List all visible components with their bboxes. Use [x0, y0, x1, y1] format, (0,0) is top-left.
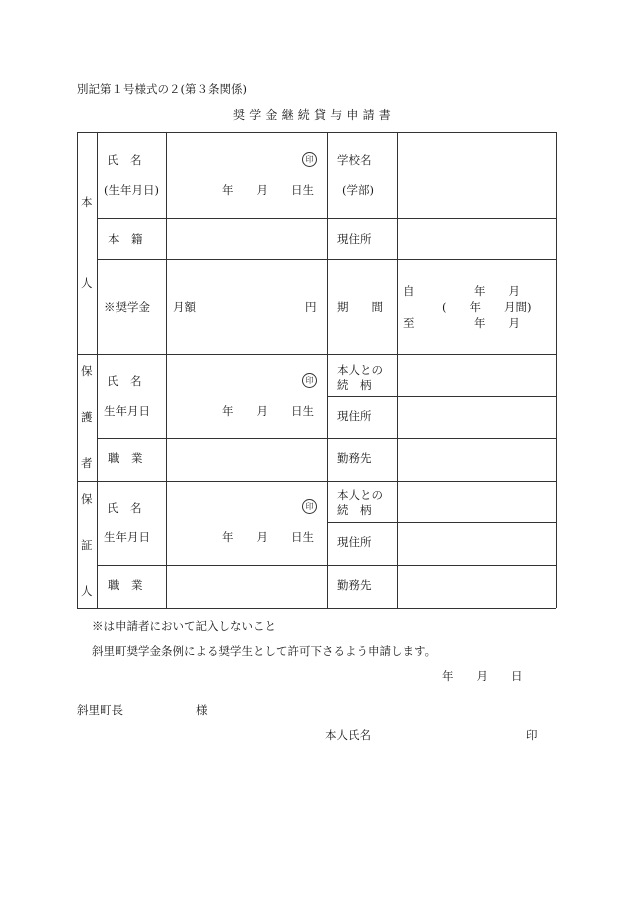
application-statement: 斜里町奨学金条例による奨学生として許可下さるよう申請します。 — [92, 644, 437, 658]
applicant-name-label: 氏 名 — [107, 153, 142, 167]
guardian-dob-value: 年 月 日生 — [222, 404, 314, 418]
form-title: 奨学金継続貸与申請書 — [233, 108, 396, 122]
guardian-workplace-label: 勤務先 — [337, 451, 372, 465]
addressee-honorific: 様 — [196, 703, 208, 717]
section-guardian-1: 保 — [81, 364, 93, 378]
guarantor-workplace-label: 勤務先 — [337, 578, 372, 592]
guardian-name-label: 氏 名 — [107, 374, 142, 388]
guardian-occupation-label: 職 業 — [108, 451, 143, 465]
applicant-signature-label: 本人氏名 — [325, 728, 371, 742]
guarantor-occupation-label: 職 業 — [108, 578, 143, 592]
form-note: ※は申請者において記入しないこと — [92, 619, 276, 633]
period-span: ( 年 月間) — [442, 300, 532, 314]
period-to-label: 至 — [403, 316, 415, 330]
section-guarantor-1: 保 — [81, 492, 93, 506]
yen-label: 円 — [305, 300, 317, 314]
section-applicant-bottom: 人 — [81, 276, 93, 290]
guarantor-seal-icon: 印 — [302, 499, 317, 514]
applicant-seal-label: 印 — [526, 728, 538, 742]
school-label: 学校名 — [337, 153, 372, 167]
addressee: 斜里町長 — [77, 703, 123, 717]
guardian-dob-label: 生年月日 — [104, 404, 150, 418]
guarantor-relation-line1: 本人との — [337, 488, 383, 502]
domicile-label: 本 籍 — [108, 232, 143, 246]
scholarship-label: ※奨学金 — [104, 300, 150, 314]
section-applicant-top: 本 — [81, 195, 93, 209]
form-reference: 別記第１号様式の２(第３条関係) — [77, 82, 247, 96]
guarantor-dob-value: 年 月 日生 — [222, 530, 314, 544]
period-label: 期 間 — [337, 300, 383, 314]
guarantor-relation-line2: 続 柄 — [337, 503, 372, 517]
period-from-label: 自 — [403, 284, 415, 298]
applicant-seal-icon: 印 — [302, 152, 317, 167]
applicant-dob-value: 年 月 日生 — [222, 183, 314, 197]
applicant-dob-label: (生年月日) — [104, 183, 159, 197]
period-from-ym: 年 月 — [474, 284, 520, 298]
section-guardian-3: 者 — [81, 456, 93, 470]
guarantor-dob-label: 生年月日 — [104, 530, 150, 544]
school-sub-label: (学部) — [342, 183, 374, 197]
applicant-address-label: 現住所 — [337, 232, 372, 246]
guardian-relation-line1: 本人との — [337, 363, 383, 377]
application-date: 年 月 日 — [442, 669, 523, 683]
guarantor-address-label: 現住所 — [337, 535, 372, 549]
section-guarantor-2: 証 — [81, 538, 93, 552]
guarantor-name-label: 氏 名 — [107, 501, 142, 515]
guardian-relation-line2: 続 柄 — [337, 378, 372, 392]
guardian-seal-icon: 印 — [302, 373, 317, 388]
monthly-amount-label: 月額 — [173, 300, 196, 314]
section-guarantor-3: 人 — [81, 584, 93, 598]
section-guardian-2: 護 — [81, 410, 93, 424]
guardian-address-label: 現住所 — [337, 409, 372, 423]
period-to-ym: 年 月 — [474, 316, 520, 330]
